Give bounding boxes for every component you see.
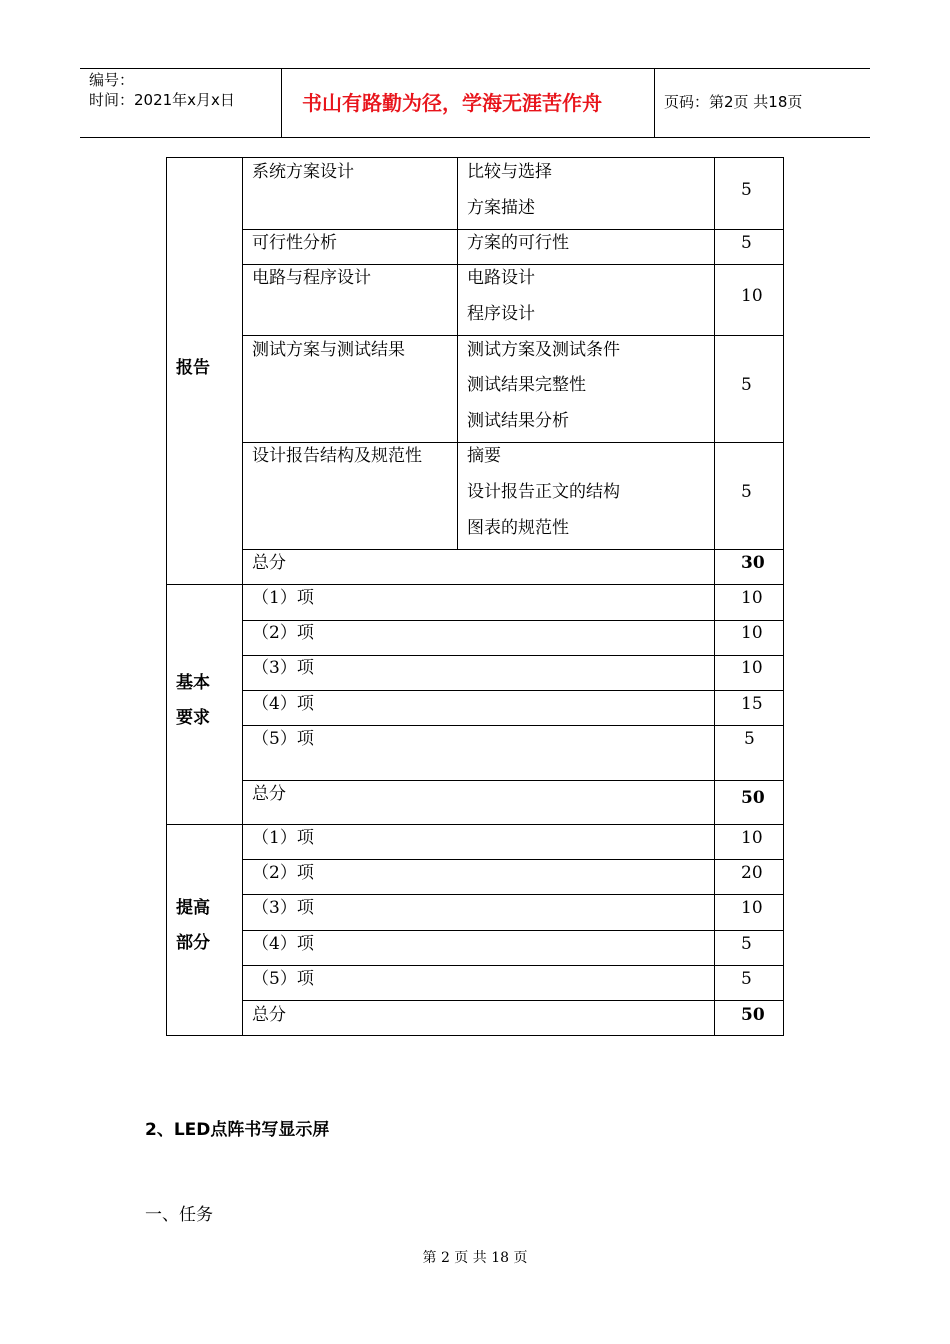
task-heading: 一、任务 [145,1205,213,1225]
advanced-score: 10 [741,828,763,848]
row-line [242,1000,784,1001]
report-detail: 方案的可行性 [467,233,569,253]
report-detail: 方案描述 [467,198,535,218]
report-item: 系统方案设计 [252,162,354,182]
row-line [242,264,784,265]
table-border-top [166,157,784,158]
advanced-item: （3）项 [252,898,314,918]
report-total-label: 总分 [252,553,286,573]
report-score: 5 [741,375,752,395]
basic-score: 10 [741,658,763,678]
report-total: 30 [741,553,765,573]
row-line [242,690,784,691]
report-score: 10 [741,286,763,306]
basic-item: （2）项 [252,623,314,643]
page-footer: 第 2 页 共 18 页 [422,1250,528,1266]
basic-total: 50 [741,788,765,808]
advanced-score: 5 [741,934,752,954]
document-number-label: 编号： [89,71,135,89]
report-detail: 电路设计 [467,268,535,288]
section-label-basic-line2: 要求 [176,708,210,728]
basic-total-label: 总分 [252,784,286,804]
row-line [242,549,784,550]
report-score: 5 [741,233,752,253]
report-score: 5 [741,482,752,502]
advanced-score: 5 [741,969,752,989]
advanced-score: 20 [741,863,763,883]
row-line [242,229,784,230]
header-page-info: 页码：第2页 共18页 [664,93,803,111]
table-border-left [166,157,167,1036]
report-detail: 测试结果完整性 [467,375,586,395]
basic-score: 10 [741,588,763,608]
row-line [242,442,784,443]
table-divider-detail [457,157,458,550]
row-line [242,859,784,860]
report-detail: 程序设计 [467,304,535,324]
header-motto: 书山有路勤为径，学海无涯苦作舟 [302,91,602,115]
section-label-basic-line1: 基本 [176,673,210,693]
advanced-total: 50 [741,1005,765,1025]
report-detail: 测试方案及测试条件 [467,340,620,360]
row-line [242,620,784,621]
report-detail: 设计报告正文的结构 [467,482,620,502]
report-item: 设计报告结构及规范性 [252,446,422,466]
report-item: 电路与程序设计 [252,268,371,288]
section-line [166,824,784,825]
basic-score: 15 [741,694,763,714]
advanced-total-label: 总分 [252,1005,286,1025]
table-border-bottom [166,1035,784,1036]
table-border-right [783,157,784,1036]
row-line [242,780,784,781]
row-line [242,930,784,931]
basic-item: （3）项 [252,658,314,678]
advanced-item: （5）项 [252,969,314,989]
row-line [242,335,784,336]
table-divider-score [714,157,715,1036]
report-item: 可行性分析 [252,233,337,253]
table-divider-section [242,157,243,1036]
row-line [242,965,784,966]
basic-score: 5 [744,729,755,749]
report-score: 5 [741,180,752,200]
advanced-score: 10 [741,898,763,918]
report-detail: 比较与选择 [467,162,552,182]
section-heading: 2、LED点阵书写显示屏 [145,1120,330,1140]
basic-item: （5）项 [252,729,314,749]
advanced-item: （1）项 [252,828,314,848]
section-line [166,584,784,585]
section-label-report: 报告 [176,358,210,378]
report-detail: 测试结果分析 [467,411,569,431]
basic-item: （4）项 [252,694,314,714]
report-detail: 摘要 [467,446,501,466]
section-label-advanced-line1: 提高 [176,898,210,918]
report-item: 测试方案与测试结果 [252,340,405,360]
basic-score: 10 [741,623,763,643]
report-detail: 图表的规范性 [467,518,569,538]
document-date: 时间：2021年x月x日 [89,91,235,109]
advanced-item: （2）项 [252,863,314,883]
row-line [242,894,784,895]
section-label-advanced-line2: 部分 [176,933,210,953]
basic-item: （1）项 [252,588,314,608]
advanced-item: （4）项 [252,934,314,954]
row-line [242,655,784,656]
row-line [242,725,784,726]
